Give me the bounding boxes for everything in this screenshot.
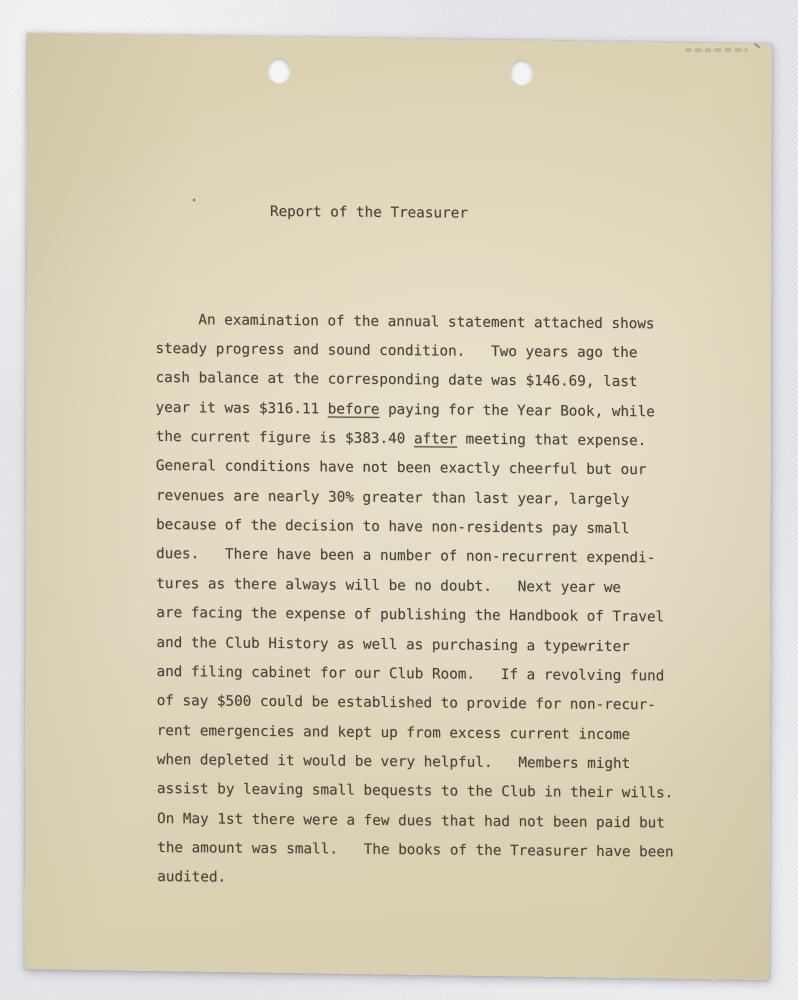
document-line [157, 717, 673, 751]
line-text: and the Club History as well as purchasing a typewriter [156, 634, 630, 655]
line-text: and filing cabinet for our Club Room. If a revolving fund [156, 663, 665, 685]
document-line [155, 306, 671, 340]
line-text: because of the decision to have non-residents pay small [156, 517, 630, 538]
pencil-tick-icon [754, 43, 760, 49]
punch-hole-left [268, 58, 290, 83]
pencil-mark [685, 48, 748, 52]
line-text: meeting that expense. [456, 431, 647, 450]
document-line [157, 746, 673, 780]
line-text: audited. [157, 869, 227, 886]
line-text: assist by leaving small bequests to the Club in their wills. [156, 781, 674, 802]
document-line [157, 805, 673, 839]
line-text: cash balance at the corresponding date was $146.69, last [155, 370, 638, 391]
document-line [156, 599, 672, 633]
document-line [156, 423, 672, 457]
document-line [156, 364, 672, 398]
line-text: dues. There have been a number of non-recurrent expendi- [156, 546, 656, 567]
line-text: when depleted it would be very helpful. Members might [156, 751, 631, 773]
document-line [157, 658, 673, 692]
document-line [157, 863, 673, 897]
line-text: are facing the expense of publishing the Handbook of Travel [156, 605, 665, 626]
line-text: steady progress and sound condition. Two years ago the [155, 340, 638, 362]
document-line [156, 511, 672, 545]
document-line [157, 775, 673, 809]
line-text: of say $500 could be established to provide for non-recur- [156, 693, 656, 714]
document-line [157, 834, 673, 868]
line-text: the amount was small. The books of the Treasurer have been [157, 839, 674, 861]
document-line [156, 540, 672, 574]
document-page [25, 33, 772, 980]
line-text: the current figure is $383.40 [155, 429, 414, 448]
document-title: Report of the Treasurer [269, 203, 468, 222]
line-text: year it was $316.11 [155, 399, 328, 418]
document-line [156, 452, 672, 486]
underlined-text: before [327, 401, 380, 418]
punch-hole-right [511, 59, 533, 84]
line-text: On May 1st there were a few dues that had not been paid but [157, 810, 665, 831]
document-line [155, 335, 671, 369]
line-text: revenues are nearly 30% greater than last year, largely [155, 487, 630, 508]
underlined-text: after [413, 431, 458, 448]
document-body [155, 306, 673, 897]
document-line [156, 482, 672, 516]
document-line [156, 570, 672, 604]
line-text: An examination of the annual statement attached shows [155, 311, 655, 333]
line-text: General conditions have not been exactly cheerful but our [155, 458, 647, 479]
line-text: tures as there always will be no doubt. Next year we [156, 575, 622, 596]
document-line [156, 394, 672, 428]
line-text: paying for the Year Book, while [379, 401, 655, 421]
document-line [157, 687, 673, 721]
typewritten-content [155, 138, 674, 956]
document-line [156, 628, 672, 662]
line-text: rent emergencies and kept up from excess current income [156, 722, 631, 743]
